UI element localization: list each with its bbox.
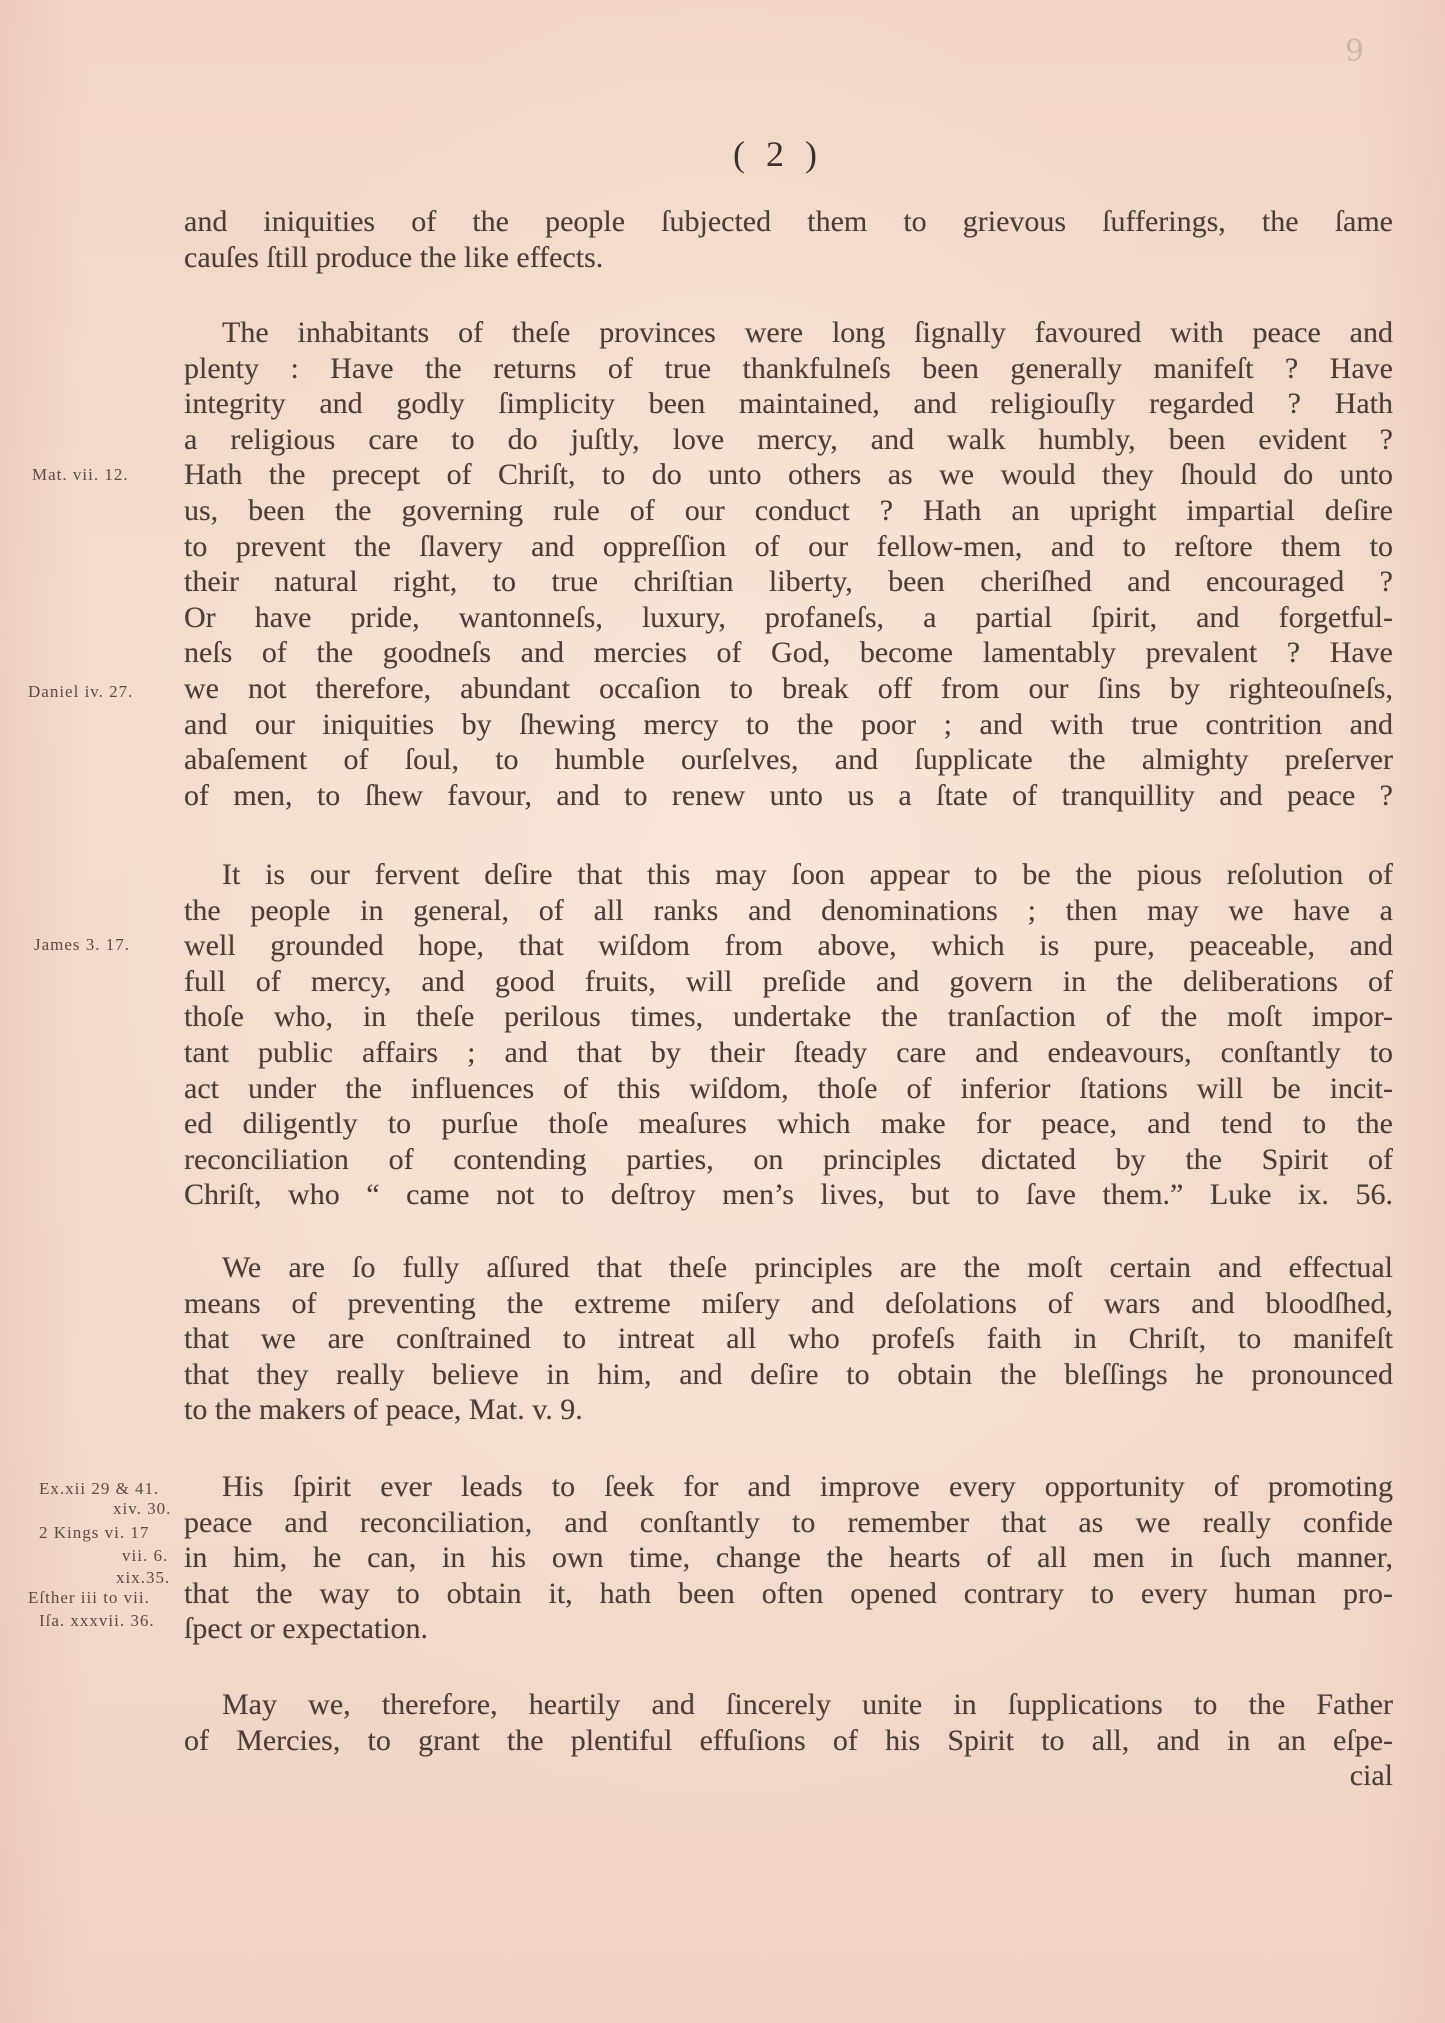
margin-note: 2 Kings vi. 17 — [39, 1523, 150, 1542]
text-line: us, been the governing rule of our conduct ? Hath an upright impartial deſire — [184, 493, 1393, 527]
text-line: May we, therefore, heartily and ſincerely unite in ſupplications to the Father — [222, 1688, 1393, 1721]
text-line: abaſement of ſoul, to humble ourſelves, and ſupplicate the almighty preſerver — [184, 743, 1393, 777]
margin-note: xiv. 30. — [113, 1499, 172, 1518]
paragraph — [184, 857, 1393, 1213]
text-line: reconciliation of contending parties, on principles dictated by the Spirit of — [184, 1142, 1393, 1176]
text-line: well grounded hope, that wiſdom from above, which is pure, peaceable, and — [184, 929, 1393, 963]
text-line: to the makers of peace, Mat. v. 9. — [184, 1393, 583, 1427]
text-line: ed diligently to purſue thoſe meaſures which make for peace, and tend to the — [184, 1107, 1393, 1141]
text-line: a religious care to do juſtly, love mercy, and walk humbly, been evident ? — [184, 422, 1393, 456]
text-line: Hath the precept of Chriſt, to do unto others as we would they ſhould do unto — [184, 458, 1393, 492]
margin-note: Daniel iv. 27. — [28, 682, 134, 701]
text-line: that the way to obtain it, hath been often opened contrary to every human pro- — [184, 1576, 1393, 1610]
margin-note: Iſa. xxxvii. 36. — [39, 1611, 155, 1630]
text-line: of Mercies, to grant the plentiful effuſions of his Spirit to all, and in an eſpe- — [184, 1723, 1393, 1757]
text-line: to prevent the ſlavery and oppreſſion of our fellow-men, and to reſtore them to — [184, 529, 1393, 563]
margin-note: James 3. 17. — [34, 935, 131, 954]
text-line: cial — [1349, 1759, 1393, 1793]
text-line: and our iniquities by ſhewing mercy to the poor ; and with true contrition and — [184, 707, 1393, 741]
text-line: thoſe who, in theſe perilous times, undertake the tranſaction of the moſt impor- — [184, 1000, 1393, 1034]
text-line: Chriſt, who “ came not to deſtroy men’s lives, but to ſave them.” Luke ix. 56. — [184, 1178, 1393, 1212]
text-line: we not therefore, abundant occaſion to break off from our ſins by righteouſneſs, — [184, 671, 1393, 705]
pencil-page-mark: 9 — [1345, 34, 1365, 69]
text-line: His ſpirit ever leads to ſeek for and improve every opportunity of promoting — [222, 1470, 1393, 1503]
text-line: in him, he can, in his own time, change the hearts of all men in ſuch manner, — [184, 1541, 1393, 1575]
text-line: plenty : Have the returns of true thankfulneſs been generally manifeſt ? Have — [184, 351, 1393, 385]
text-line: that they really believe in him, and deſire to obtain the bleſſings he pronounced — [184, 1357, 1393, 1391]
text-line: Or have pride, wantonneſs, luxury, profaneſs, a partial ſpirit, and forgetful- — [184, 600, 1393, 634]
paragraph — [184, 315, 1393, 813]
text-line: the people in general, of all ranks and denominations ; then may we have a — [184, 893, 1393, 927]
text-line: full of mercy, and good fruits, will preſide and govern in the deliberations of — [184, 964, 1393, 998]
text-line: It is our fervent deſire that this may ſoon appear to be the pious reſolution of — [222, 858, 1393, 891]
paragraph-continuation — [184, 204, 1393, 275]
text-line: peace and reconciliation, and conſtantly to remember that as we really confide — [184, 1505, 1393, 1539]
margin-note: vii. 6. — [122, 1546, 169, 1565]
text-line: of men, to ſhew favour, and to renew unto us a ſtate of tranquillity and peace ? — [184, 778, 1393, 812]
text-line: The inhabitants of theſe provinces were long ſignally favoured with peace and — [222, 316, 1393, 349]
text-line: that we are conſtrained to intreat all who profeſs faith in Chriſt, to manifeſt — [184, 1322, 1393, 1356]
margin-note: Eſther iii to vii. — [28, 1588, 150, 1607]
text-line: tant public affairs ; and that by their ſteady care and endeavours, conſtantly to — [184, 1035, 1393, 1069]
paragraph — [184, 1687, 1393, 1794]
text-line: We are ſo fully aſſured that theſe principles are the moſt certain and effectual — [222, 1251, 1393, 1284]
text-line: and iniquities of the people ſubjected them to grievous ſufferings, the ſame — [184, 205, 1393, 238]
text-line: means of preventing the extreme miſery and deſolations of wars and bloodſhed, — [184, 1286, 1393, 1320]
text-line: cauſes ſtill produce the like effects. — [184, 240, 604, 274]
paragraph — [184, 1250, 1393, 1428]
text-line: integrity and godly ſimplicity been maintained, and religiouſly regarded ? Hath — [184, 387, 1393, 421]
margin-note: Ex.xii 29 & 41. — [39, 1479, 160, 1498]
margin-note: xix.35. — [116, 1568, 171, 1587]
text-line: neſs of the goodneſs and mercies of God, become lamentably prevalent ? Have — [184, 636, 1393, 670]
paragraph — [184, 1469, 1393, 1647]
page-number-header: ( 2 ) — [733, 134, 823, 174]
text-line: act under the influences of this wiſdom, thoſe of inferior ſtations will be incit- — [184, 1071, 1393, 1105]
text-line: ſpect or expectation. — [184, 1612, 429, 1646]
text-line: their natural right, to true chriſtian liberty, been cheriſhed and encouraged ? — [184, 565, 1393, 599]
margin-note: Mat. vii. 12. — [32, 465, 129, 484]
